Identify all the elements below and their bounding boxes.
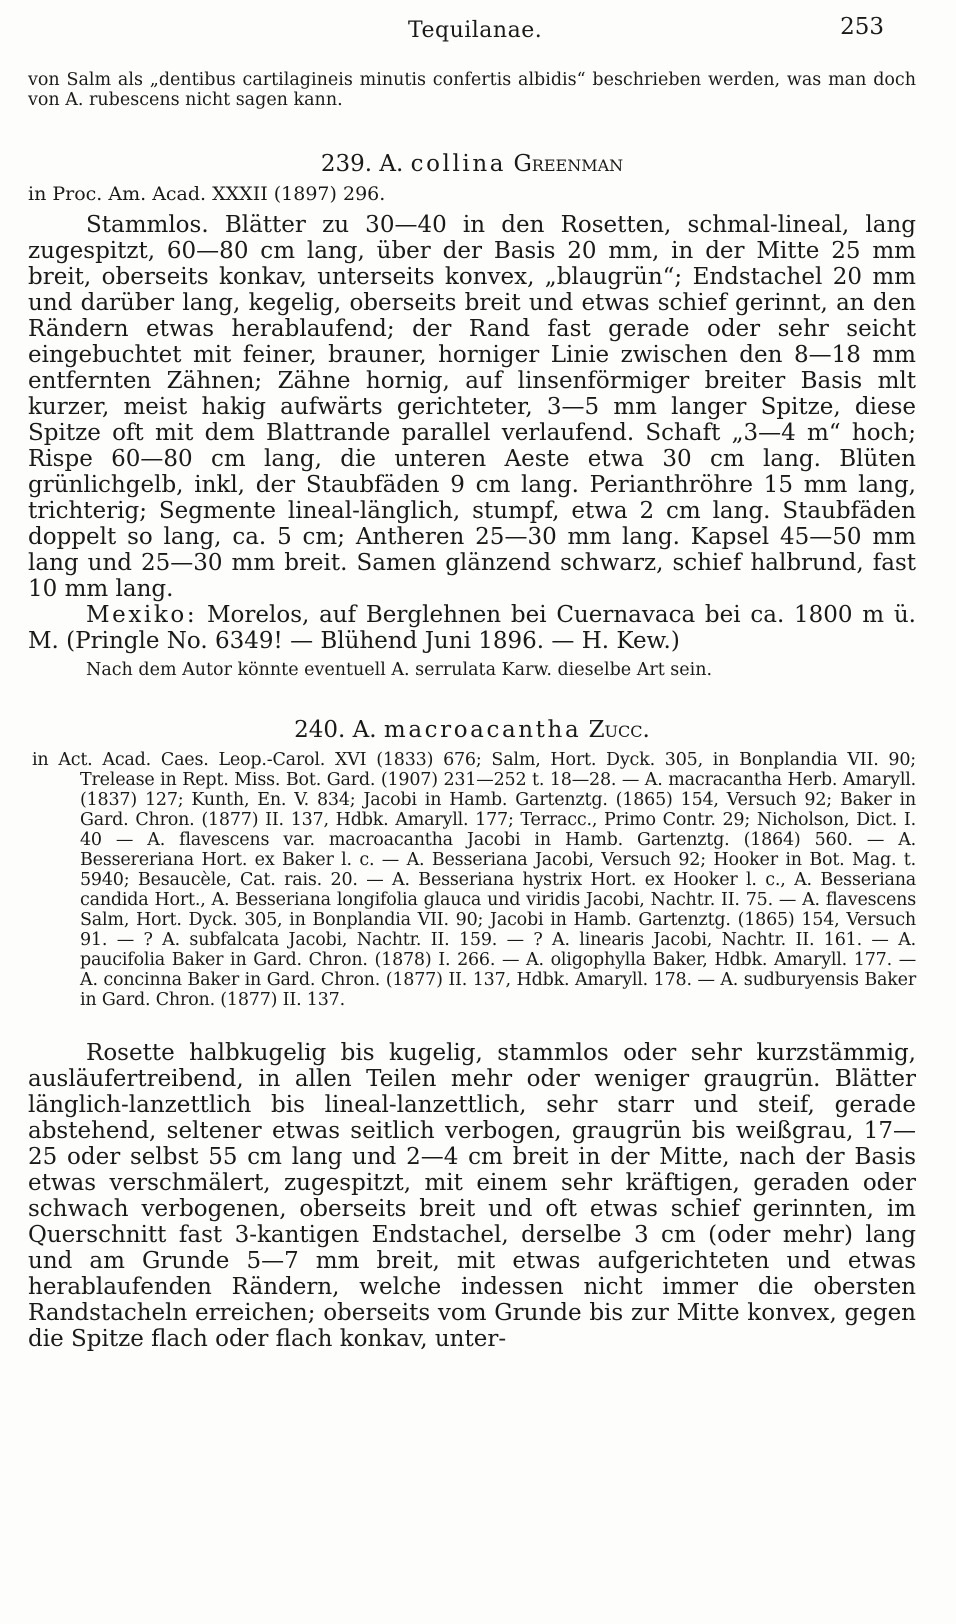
species-239-author: Greenman: [513, 151, 624, 177]
section-gap: [28, 1010, 916, 1040]
species-240-synonymy: in Act. Acad. Caes. Leop.-Carol. XVI (1833) 676; Salm, Hort. Dyck. 305, in Bonplandia VII. 90; Trelease in Rept. Miss. Bot. Gard. (1907) 231—252 t. 18—28. — A. macracantha Herb. Amaryll. (1837) 127; Kunth, En. V. 834; Jacobi in Hamb. Gartenztg. (1865) 154, Versuch 92; Baker in Gard. Chron. (1877) II. 137, Hdbk. Amaryll. 177; Terracc., Primo Contr. 29; Nicholson, Dict. I. 40 — A. flavescens var. macroacantha Jacobi in Hamb. Gartenztg. (1864) 560. — A. Bessereriana Hort. ex Baker l. c. — A. Besseriana Jacobi, Versuch 92; Hooker in Bot. Mag. t. 5940; Besaucèle, Cat. rais. 20. — A. Besseriana hystrix Hort. ex Hooker l. c., A. Besseriana candida Hort., A. Besseriana longifolia glauca und viridis Jacobi, Nachtr. II. 75. — A. flavescens Salm, Hort. Dyck. 305, in Bonplandia VII. 90; Jacobi in Hamb. Gartenztg. (1865) 154, Versuch 91. — ? A. subfalcata Jacobi, Nachtr. II. 159. — ? A. linearis Jacobi, Nachtr. II. 161. — A. paucifolia Baker in Gard. Chron. (1878) I. 266. — A. oligophylla Baker, Hdbk. Amaryll. 177. — A. concinna Baker in Gard. Chron. (1877) II. 137, Hdbk. Amaryll. 178. — A. sudburyensis Baker in Gard. Chron. (1877) II. 137.: [32, 750, 916, 1010]
species-240-number: 240. A.: [294, 717, 377, 743]
species-239-reference: in Proc. Am. Acad. XXXII (1897) 296.: [28, 183, 386, 205]
species-239-note: Nach dem Autor könnte eventuell A. serrulata Karw. dieselbe Art sein.: [86, 660, 713, 680]
species-240-description: Rosette halbkugelig bis kugelig, stammlos oder sehr kurzstämmig, ausläufertreibend, in allen Teilen mehr oder weniger graugrün. Blätter länglich-lanzettlich bis lineal-lanzettlich, sehr starr und steif, gerade abstehend, seltener etwas seitlich verbogen, graugrün bis weißgrau, 17—25 oder selbst 55 cm lang und 2—4 cm breit in der Mitte, nach der Basis etwas verschmälert, zugespitzt, mit einem sehr kräftigen, geraden oder schwach verbogenen, oberseits breit und oft etwas schief gerinnten, im Querschnitt fast 3-kantigen Endstachel, derselbe 3 cm (oder mehr) lang und am Grunde 5—7 mm breit, mit etwas aufgerichteten und etwas herablaufenden Rändern, welche indessen nicht immer die obersten Randstacheln erreichen; oberseits vom Grunde bis zur Mitte konvex, gegen die Spitze flach oder flach konkav, unter-: [28, 1040, 916, 1352]
species-239-number: 239. A.: [320, 151, 404, 177]
running-title: Tequilanae.: [408, 18, 543, 43]
species-239-heading: [28, 150, 916, 178]
intro-paragraph: von Salm als „dentibus cartilagineis minutis confertis albidis“ beschrieben werden, was man doch von A. rubescens nicht sagen kann.: [28, 70, 916, 110]
species-240-author: Zucc.: [588, 717, 650, 743]
species-239-description: Stammlos. Blätter zu 30—40 in den Rosetten, schmal-lineal, lang zugespitzt, 60—80 cm lang, über der Basis 20 mm, in der Mitte 25 mm breit, oberseits konkav, unterseits konvex, „blaugrün“; Endstachel 20 mm und darüber lang, kegelig, oberseits breit und etwas schief gerinnt, an den Rändern etwas herablaufend; der Rand fast gerade oder sehr seicht eingebuchtet mit feiner, brauner, horniger Linie zwischen den 8—18 mm entfernten Zähnen; Zähne hornig, auf linsenförmiger breiter Basis mlt kurzer, meist hakig aufwärts gerichteter, 3—5 mm langer Spitze, diese Spitze oft mit dem Blattrande parallel verlaufend. Schaft „3—4 m“ hoch; Rispe 60—80 cm lang, die unteren Aeste etwa 30 cm lang. Blüten grünlichgelb, inkl, der Staubfäden 9 cm lang. Perianthröhre 15 mm lang, trichterig; Segmente lineal-länglich, stumpf, etwa 2 cm lang. Staubfäden doppelt so lang, ca. 5 cm; Antheren 25—30 mm lang. Kapsel 45—50 mm lang und 25—30 mm breit. Samen glänzend schwarz, schief halbrund, fast 10 mm lang.: [28, 212, 916, 602]
running-header: [28, 0, 916, 48]
species-239-locality-paragraph: [28, 602, 916, 654]
species-240-name: macroacantha: [383, 717, 582, 743]
species-240-heading: [28, 716, 916, 744]
page-number: 253: [840, 14, 884, 40]
species-239-locality: Morelos, auf Berglehnen bei Cuernavaca bei ca. 1800 m ü. M. (Pringle No. 6349! — Blühend Juni 1896. — H. Kew.): [28, 602, 916, 654]
species-239-locality-label: Mexiko:: [86, 602, 198, 628]
species-239-name: collina: [410, 151, 507, 177]
